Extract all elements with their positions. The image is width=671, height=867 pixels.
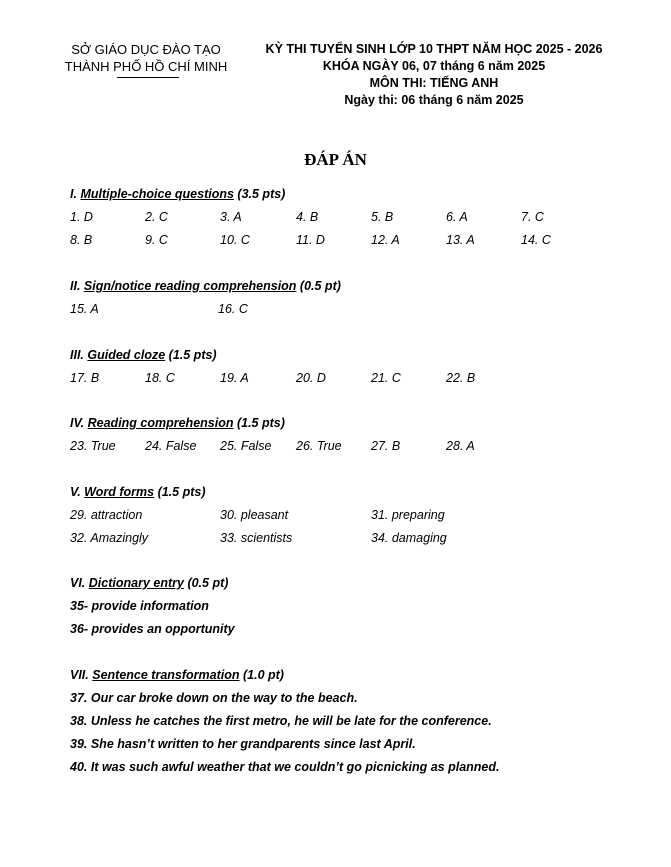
section-points: (1.5 pts) <box>236 416 285 430</box>
answer-item: 22. B <box>446 371 476 385</box>
city-name: THÀNH PHỐ HỒ CHÍ MINH <box>64 59 228 74</box>
answer-item: 39. She hasn’t written to her grandparents since last April. <box>70 737 416 751</box>
section-points: (1.0 pt) <box>243 668 284 682</box>
section-number: V. <box>70 485 81 499</box>
answer-item: 34. damaging <box>371 531 447 545</box>
section-number: IV. <box>70 416 85 430</box>
exam-subject: MÔN THI: TIẾNG ANH <box>369 76 499 90</box>
answer-item: 25. False <box>220 439 272 453</box>
section-number: II. <box>70 279 81 293</box>
section-points: (0.5 pt) <box>299 279 341 293</box>
answer-item: 21. C <box>371 371 401 385</box>
section-name: Reading comprehension <box>87 416 234 430</box>
answer-item: 14. C <box>521 233 551 247</box>
answer-item: 33. scientists <box>220 531 293 545</box>
section-heading <box>70 668 284 682</box>
answer-item: 13. A <box>446 233 475 247</box>
answer-item: 9. C <box>145 233 168 247</box>
section-number: III. <box>70 348 84 362</box>
answer-item: 32. Amazingly <box>70 531 149 545</box>
answer-item: 15. A <box>70 302 99 316</box>
answer-item: 16. C <box>218 302 248 316</box>
answer-item: 11. D <box>296 233 325 247</box>
section-heading <box>70 187 285 201</box>
answer-item: 30. pleasant <box>220 508 289 522</box>
exam-date: Ngày thi: 06 tháng 6 năm 2025 <box>344 93 524 107</box>
answer-item: 35- provide information <box>70 599 209 613</box>
answer-item: 23. True <box>70 439 116 453</box>
section-heading <box>70 416 285 430</box>
answer-item: 6. A <box>446 210 468 224</box>
answer-item: 38. Unless he catches the first metro, he will be late for the conference. <box>70 714 492 728</box>
answer-item: 24. False <box>145 439 197 453</box>
answer-item: 19. A <box>220 371 249 385</box>
answer-item: 4. B <box>296 210 319 224</box>
section-number: VI. <box>70 576 86 590</box>
answer-item: 20. D <box>296 371 326 385</box>
section-name: Word forms <box>84 485 155 499</box>
section-name: Multiple-choice questions <box>80 187 234 201</box>
section-points: (0.5 pt) <box>187 576 229 590</box>
header-underline <box>117 77 179 78</box>
section-heading <box>70 576 228 590</box>
answer-item: 2. C <box>145 210 168 224</box>
answer-item: 12. A <box>371 233 400 247</box>
answer-item: 5. B <box>371 210 394 224</box>
answer-item: 37. Our car broke down on the way to the beach. <box>70 691 358 705</box>
answer-item: 3. A <box>220 210 242 224</box>
answer-item: 1. D <box>70 210 93 224</box>
answer-item: 27. B <box>371 439 401 453</box>
exam-session: KHÓA NGÀY 06, 07 tháng 6 năm 2025 <box>322 59 546 73</box>
section-number: VII. <box>70 668 89 682</box>
section-heading <box>70 348 217 362</box>
section-points: (3.5 pts) <box>237 187 286 201</box>
section-points: (1.5 pts) <box>168 348 217 362</box>
section-heading <box>70 279 341 293</box>
section-name: Sentence transformation <box>92 668 240 682</box>
answer-item: 31. preparing <box>371 508 445 522</box>
answer-item: 10. C <box>220 233 250 247</box>
answer-item: 26. True <box>296 439 342 453</box>
section-heading <box>70 485 206 499</box>
exam-title: KỲ THI TUYỂN SINH LỚP 10 THPT NĂM HỌC 2025 - 2026 <box>265 42 603 56</box>
answer-item: 18. C <box>145 371 175 385</box>
section-number: I. <box>70 187 77 201</box>
section-name: Guided cloze <box>87 348 166 362</box>
answer-item: 8. B <box>70 233 93 247</box>
department-name: SỞ GIÁO DỤC ĐÀO TẠO <box>71 42 221 57</box>
page-title: ĐÁP ÁN <box>304 150 367 169</box>
answer-item: 17. B <box>70 371 100 385</box>
section-name: Dictionary entry <box>88 576 184 590</box>
answer-item: 40. It was such awful weather that we couldn’t go picnicking as planned. <box>70 760 500 774</box>
answer-item: 36- provides an opportunity <box>70 622 235 636</box>
answer-item: 28. A <box>446 439 475 453</box>
answer-item: 7. C <box>521 210 544 224</box>
answer-item: 29. attraction <box>70 508 143 522</box>
section-points: (1.5 pts) <box>157 485 206 499</box>
section-name: Sign/notice reading comprehension <box>83 279 297 293</box>
